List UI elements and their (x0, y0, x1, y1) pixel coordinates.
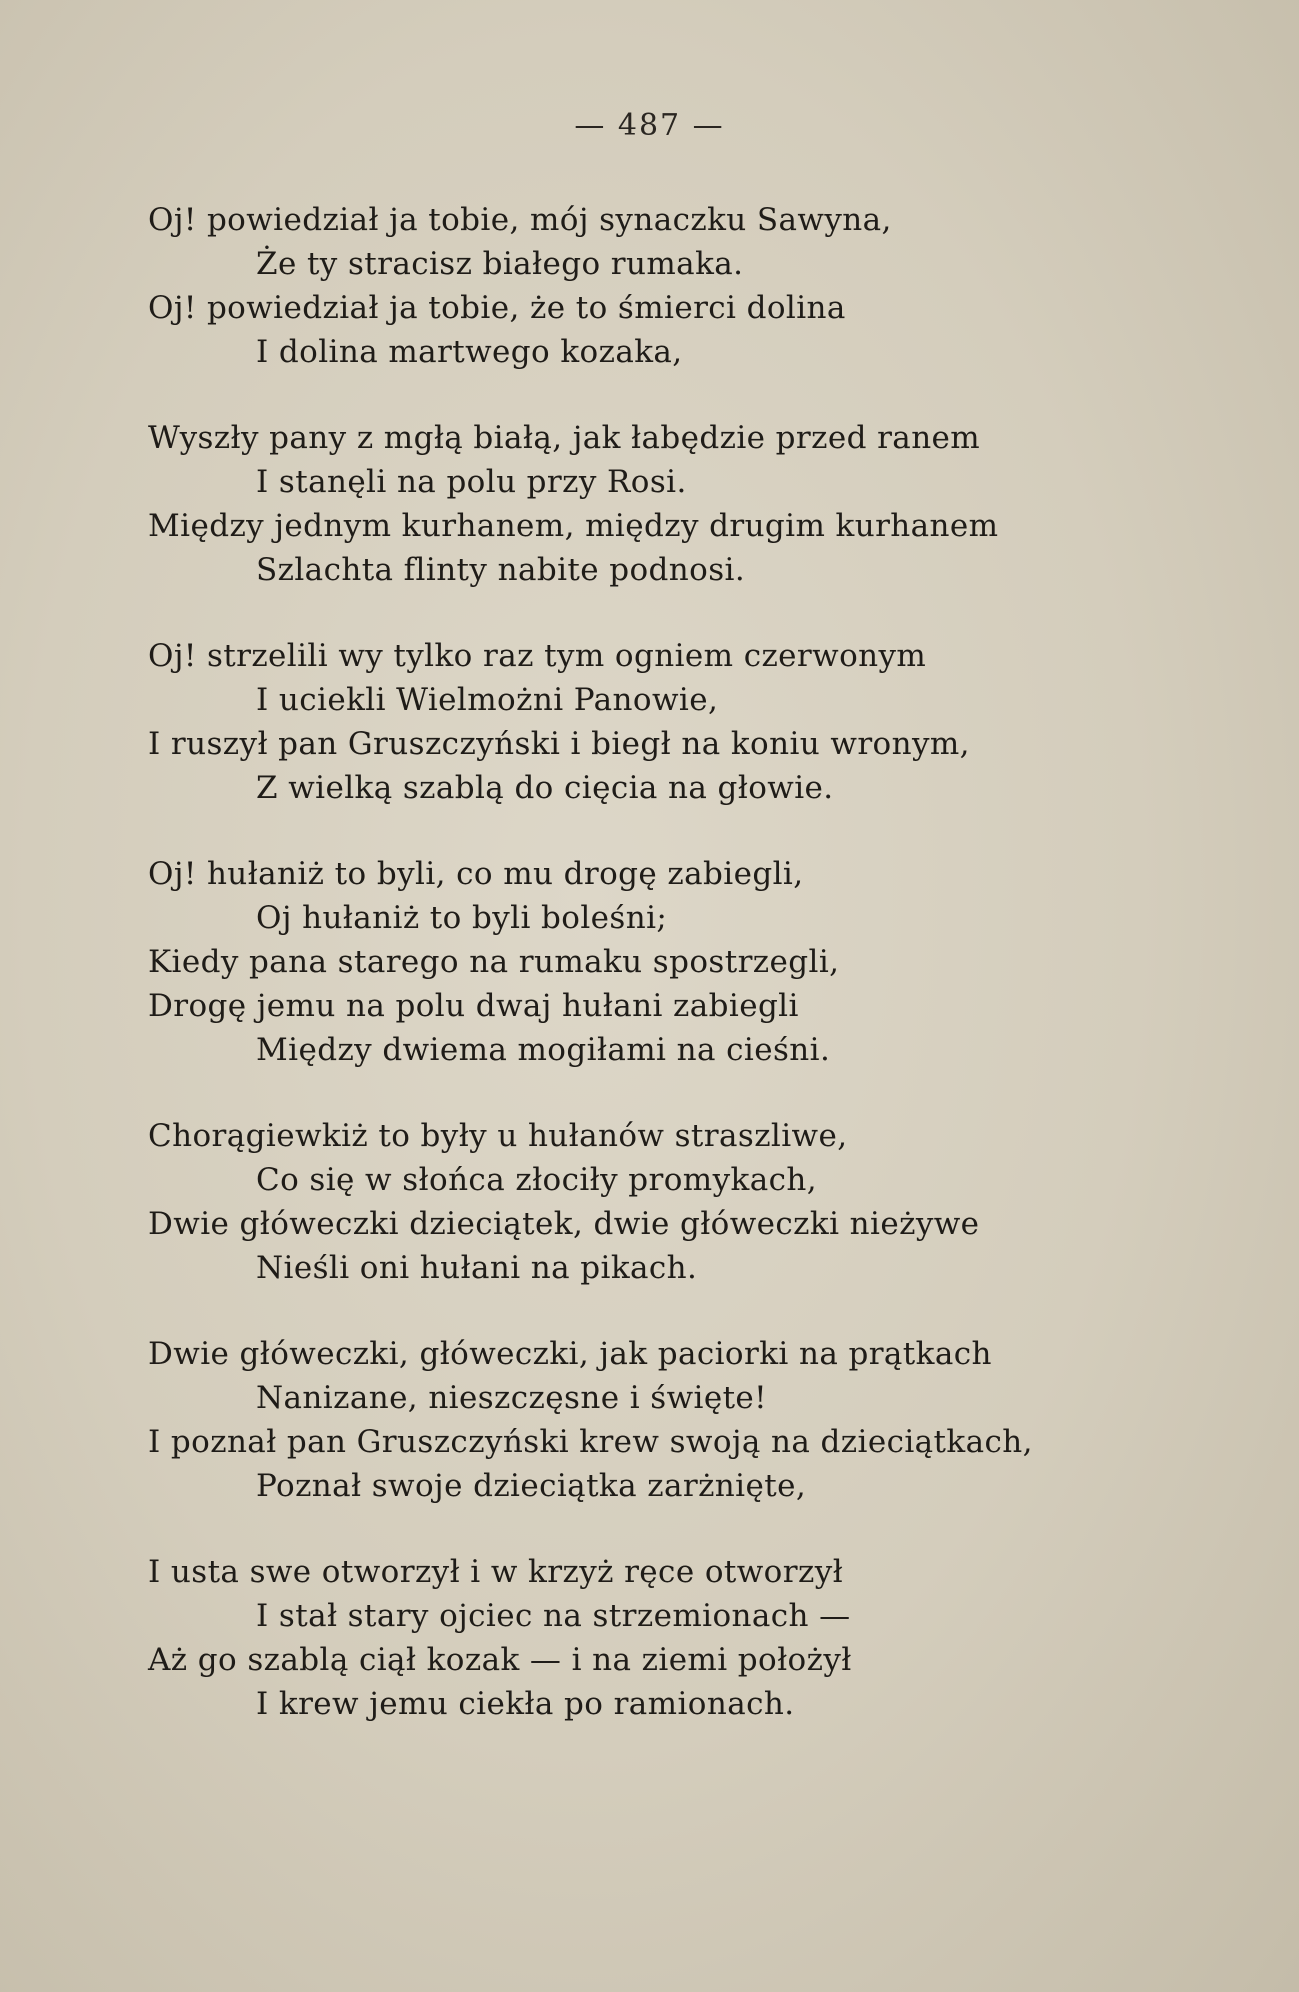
stanza (148, 198, 1148, 374)
poem-line: Między jednym kurhanem, między drugim kurhanem (148, 508, 999, 544)
poem-body (148, 198, 1148, 1768)
poem-line: Dwie główeczki dzieciątek, dwie główeczki nieżywe (148, 1206, 980, 1242)
poem-line: I usta swe otworzył i w krzyż ręce otworzył (148, 1554, 844, 1590)
stanza (148, 634, 1148, 810)
poem-line: Wyszły pany z mgłą białą, jak łabędzie przed ranem (148, 420, 981, 456)
poem-line: Dwie główeczki, główeczki, jak paciorki na prątkach (148, 1336, 992, 1372)
poem-line: Chorągiewkiż to były u hułanów straszliwe, (148, 1118, 848, 1154)
poem-line: Kiedy pana starego na rumaku spostrzegli, (148, 944, 840, 980)
poem-line: Z wielką szablą do cięcia na głowie. (256, 770, 834, 806)
poem-line: Co się w słońca złociły promykach, (256, 1162, 817, 1198)
poem-line: I uciekli Wielmożni Panowie, (256, 682, 719, 718)
poem-line: Oj! powiedział ja tobie, że to śmierci dolina (148, 290, 846, 326)
poem-line: Że ty stracisz białego rumaka. (256, 246, 744, 282)
stanza (148, 1550, 1148, 1726)
poem-line: Poznał swoje dzieciątka zarżnięte, (256, 1468, 807, 1504)
stanza (148, 1332, 1148, 1508)
poem-line: I stał stary ojciec na strzemionach — (256, 1598, 851, 1634)
stanza (148, 416, 1148, 592)
poem-line: I ruszył pan Gruszczyński i biegł na koniu wronym, (148, 726, 970, 762)
poem-line: Szlachta flinty nabite podnosi. (256, 552, 746, 588)
poem-line: Aż go szablą ciął kozak — i na ziemi położył (148, 1642, 852, 1678)
poem-line: Między dwiema mogiłami na cieśni. (256, 1032, 831, 1068)
poem-line: Oj! strzelili wy tylko raz tym ogniem czerwonym (148, 638, 927, 674)
stanza (148, 852, 1148, 1072)
poem-line: I dolina martwego kozaka, (256, 334, 683, 370)
poem-line: Nanizane, nieszczęsne i święte! (256, 1380, 768, 1416)
poem-line: Nieśli oni hułani na pikach. (256, 1250, 698, 1286)
stanza (148, 1114, 1148, 1290)
poem-line: I krew jemu ciekła po ramionach. (256, 1686, 795, 1722)
poem-line: Oj! hułaniż to byli, co mu drogę zabiegli, (148, 856, 804, 892)
page-number: — 487 — (574, 108, 725, 143)
poem-line: I stanęli na polu przy Rosi. (256, 464, 687, 500)
poem-line: I poznał pan Gruszczyński krew swoją na dzieciątkach, (148, 1424, 1033, 1460)
poem-line: Drogę jemu na polu dwaj hułani zabiegli (148, 988, 799, 1024)
poem-line: Oj! powiedział ja tobie, mój synaczku Sawyna, (148, 202, 892, 238)
poem-line: Oj hułaniż to byli boleśni; (256, 900, 668, 936)
